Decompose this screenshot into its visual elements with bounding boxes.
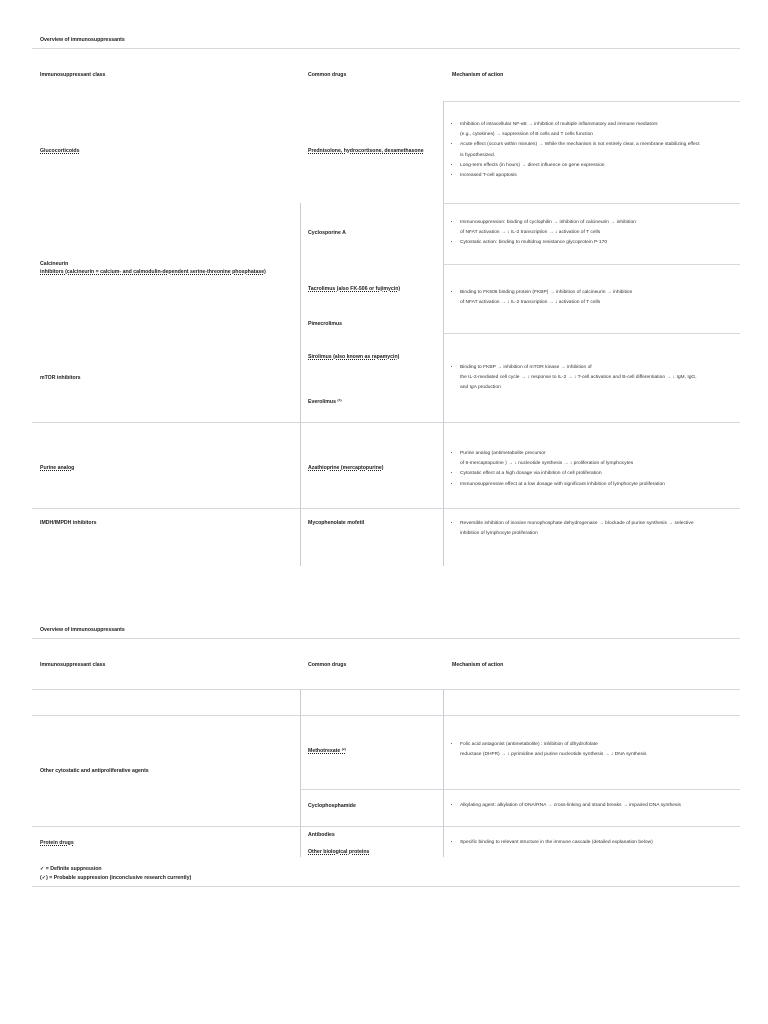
mechanism-cyclosporine <box>450 218 750 249</box>
mechanism-imdh <box>450 519 750 539</box>
divider <box>443 264 740 265</box>
list-item: • Folic acid antagonist (antimetabolite) : inhibition of dihydrofolate reductase (DHFR) → ↓ pyrimidine and purine nucleotide synthesis → ↓ DNA synthesis <box>460 740 750 760</box>
header-mechanism: Mechanism of action <box>452 662 504 668</box>
list-item: • Reversible inhibition of inosine monophosphate dehydrogenase → blockade of purine synthesis → selective inhibition of lymphocyte proliferation <box>460 519 750 539</box>
drug-sirolimus[interactable]: Sirolimus (also known as rapamycin) <box>308 354 400 360</box>
divider <box>32 715 740 716</box>
class-imdh: IMDH/IMPDH inhibitors <box>40 520 97 526</box>
divider <box>32 638 740 639</box>
class-calcineurin-detail[interactable]: inhibitors (calcineurin = calcium- and calmodulin-dependent serine-threonine phosphatase) <box>40 269 266 275</box>
divider <box>32 826 740 827</box>
drug-tacrolimus[interactable]: Tacrolimus (also FK-506 or fujimycin) <box>308 286 401 292</box>
list-item: • Cytostatic action: binding to multidrug resistance glycoprotein P-170 <box>460 238 750 248</box>
divider <box>443 101 740 102</box>
list-item: • Binding to FK506 binding protein (FKBP) → inhibition of calcineurin → inhibition of NFAT activation → ↓ IL-2 transcription → ↓ activation of T cells <box>460 288 750 308</box>
legend-probable: (✓) = Probable suppression (inconclusive research currently) <box>40 875 192 881</box>
divider <box>32 48 740 49</box>
class-protein-drugs[interactable]: Protein drugs <box>40 840 74 846</box>
drug-cyclosporine[interactable]: Cyclosporine A <box>308 230 346 236</box>
mechanism-mtor <box>450 363 750 394</box>
class-calcineurin: Calcineurin <box>40 261 69 267</box>
header-drugs: Common drugs <box>308 72 347 78</box>
list-item: • Binding to FKBP → inhibition of mTOR kinase → inhibition of the IL-2-mediated cell cycle → ↓ response to IL-2 → ↓ T-cell activation and B-cell differentiation → ↓ IgM, IgG, and IgA production <box>460 363 750 394</box>
list-item: • Cytostatic effect at a high dosage via inhibition of cell proliferation <box>460 469 750 479</box>
list-item: • Immunosuppressive effect at a low dosage with significant inhibition of lymphocyte proliferation <box>460 480 750 490</box>
table-caption: Overview of immunosuppressants <box>40 627 125 633</box>
mechanism-purine <box>450 449 750 490</box>
list-item: • Specific binding to relevant structure in the immune cascade (detailed explanation below) <box>460 838 750 848</box>
drug-azathioprine[interactable]: Azathioprine (mercaptopurine) <box>308 465 384 471</box>
divider <box>300 789 740 790</box>
header-mechanism: Mechanism of action <box>452 72 504 78</box>
divider <box>443 333 740 334</box>
divider <box>32 689 740 690</box>
drug-antibodies[interactable]: Antibodies <box>308 832 335 838</box>
drug-glucocorticoids[interactable]: Prednisolone, hydrocortisone, dexamethasone <box>308 148 424 154</box>
class-cytostatic: Other cytostatic and antiproliferative agents <box>40 768 149 774</box>
list-item: • Inhibition of intracellular NF-κB → inhibition of multiple inflammatory and immune mediators (e.g., cytokines) → suppression of B cells and T cells function <box>460 120 750 140</box>
divider <box>32 886 740 887</box>
header-drugs: Common drugs <box>308 662 347 668</box>
drug-cyclophosphamide[interactable]: Cyclophosphamide <box>308 803 356 809</box>
table-caption: Overview of immunosuppressants <box>40 37 125 43</box>
divider <box>32 508 740 509</box>
list-item: • Alkylating agent: alkylation of DNA/RNA → cross-linking and strand breaks → impaired DNA synthesis <box>460 801 750 811</box>
mechanism-tacrolimus <box>450 288 750 308</box>
mechanism-protein <box>450 838 750 848</box>
drug-other-proteins[interactable]: Other biological proteins <box>308 849 370 855</box>
list-item: • Long-term effects (in hours) → direct influence on gene expression <box>460 161 750 171</box>
legend-definite: ✓ = Definite suppression <box>40 866 102 872</box>
drug-pimecrolimus[interactable]: Pimecrolimus <box>308 321 343 327</box>
drug-mycophenolate[interactable]: Mycophenolate mofetil <box>308 520 365 526</box>
header-class: Immunosuppressant class <box>40 72 106 78</box>
list-item: • Purine analog (antimetabolite precursor of 6-mercaptopurine ) → ↓ nucleotide synthesis → ↓ proliferation of lymphocytes <box>460 449 750 469</box>
divider <box>443 203 740 204</box>
class-purine-analog[interactable]: Purine analog <box>40 465 75 471</box>
list-item: • Increased T-cell apoptosis <box>460 171 750 181</box>
drug-everolimus[interactable]: Everolimus ⁽¹⁾ <box>308 399 342 405</box>
list-item: • Immunosuppression: binding of cyclophilin → inhibition of calcineurin → inhibition of NFAT activation → ↓ IL-2 transcription → ↓ activation of T cells <box>460 218 750 238</box>
mechanism-cyclophosphamide <box>450 801 750 811</box>
class-glucocorticoids[interactable]: Glucocorticoids <box>40 148 80 154</box>
column-divider <box>300 203 301 566</box>
divider <box>32 422 740 423</box>
mechanism-methotrexate <box>450 740 750 760</box>
class-mtor: mTOR inhibitors <box>40 375 81 381</box>
mechanism-glucocorticoids <box>450 120 750 181</box>
drug-methotrexate[interactable]: Methotrexate ⁽²⁾ <box>308 748 347 754</box>
header-class: Immunosuppressant class <box>40 662 106 668</box>
list-item: • Acute effect (occurs within minutes) → While the mechanism is not entirely clear, a membrane stabilizing effect is hypothesized. <box>460 140 750 160</box>
